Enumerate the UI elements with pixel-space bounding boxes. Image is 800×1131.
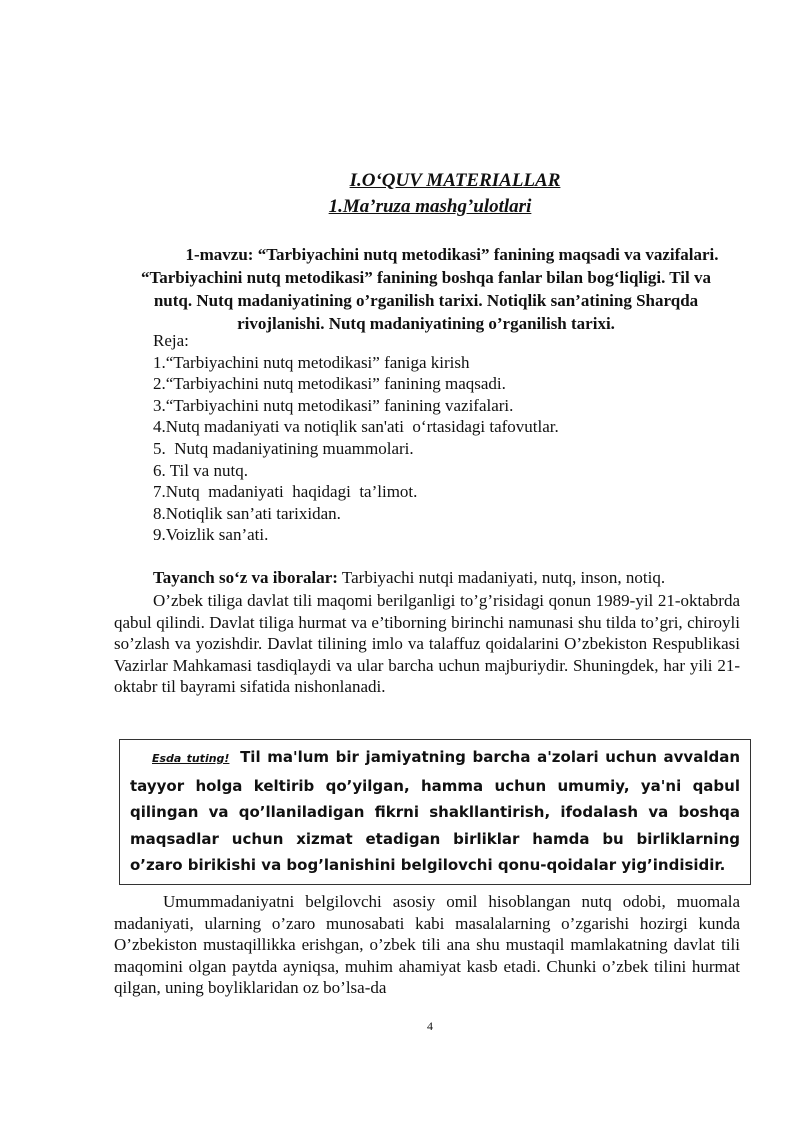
note-label: Esda tuting! — [152, 752, 230, 765]
keywords-label: Tayanch so‘z va iboralar: — [153, 568, 338, 587]
keywords-line — [153, 568, 665, 588]
plan-item: 9.Voizlik san’ati. — [153, 525, 269, 545]
plan-item: 4.Nutq madaniyati va notiqlik san'ati o‘rtasidagi tafovutlar. — [153, 417, 559, 437]
body-paragraph: O’zbek tiliga davlat tili maqomi berilganligi to’g’risidagi qonun 1989-yil 21-oktabrda qabul qilindi. Davlat tiliga hurmat va e’tiborning birinchi namunasi shu tilda to’gri, chiroyli so’zlash va yozishdir. Davlat tilining imlo va talaffuz qoidalarini O’zbekiston Respublikasi Vazirlar Mahkamasi tasdiqlaydi va ular barcha uchun majburiydir. Shuningdek, har yili 21-oktabr til bayrami sifatida nishonlanadi. — [114, 591, 740, 696]
plan-item: 3.“Tarbiyachini nutq metodikasi” fanining vazifalari. — [153, 395, 514, 415]
plan-list — [153, 330, 559, 546]
keywords-text: Tarbiyachi nutqi madaniyati, nutq, inson, notiq. — [337, 568, 666, 587]
topic-text: 1-mavzu: “Tarbiyachini nutq metodikasi” fanining maqsadi va vazifalari. “Tarbiyachini nutq metodikasi” fanining boshqa fanlar bilan bog‘liqligi. Til va nutq. Nutq madaniyatining o’rganilish tarixi. Notiqlik san’atining Sharqda rivojlanishi. Nutq madaniyatining o’rganilish tarixi. — [140, 245, 719, 333]
plan-label: Reja: — [153, 331, 189, 350]
body-paragraph: Umummadaniyatni belgilovchi asosiy omil hisoblangan nutq odobi, muomala madaniyati, ularning o’zaro munosabati kabi masalalarning o’zgarishi hozirgi kunda O’zbekiston mustaqillikka erishgan, o’zbek tili ana shu mustaqil mamlakatning davlat tili maqomini olgan paytda ayniqsa, muhim ahamiyat kasb etadi. Chunki o’zbek tilini hurmat qilgan, uning boyliklaridan oz bo’lsa-da — [114, 892, 740, 997]
plan-item: 5. Nutq madaniyatining muammolari. — [153, 438, 414, 458]
note-text: Til ma'lum bir jamiyatning barcha a'zolari uchun avvaldan tayyor holga keltirib qo’yilgan, hamma uchun umumiy, ya'ni qabul qilingan va qo’llaniladigan fikrni shakllantirish, ifodalash va boshqa maqsadlar uchun xizmat etadigan birliklar hamda bu birliklarning o’zaro birikishi va bog’lanishini belgilovchi qonu-qoidalar yig’indisidir. — [130, 748, 740, 874]
page-number: 4 — [427, 1019, 433, 1033]
plan-item: 1.“Tarbiyachini nutq metodikasi” faniga kirish — [153, 352, 470, 372]
plan-item: 8.Notiqlik san’ati tarixidan. — [153, 503, 341, 523]
plan-item: 6. Til va nutq. — [153, 460, 248, 480]
plan-item: 2.“Tarbiyachini nutq metodikasi” fanining maqsadi. — [153, 374, 506, 394]
topic-heading — [120, 243, 732, 335]
note-box — [119, 739, 751, 885]
plan-item: 7.Nutq madaniyati haqidagi ta’limot. — [153, 482, 418, 502]
section-title: I.O‘QUV MATERIALLAR — [349, 170, 561, 191]
subsection-title: 1.Ma’ruza mashg’ulotlari — [328, 196, 532, 217]
